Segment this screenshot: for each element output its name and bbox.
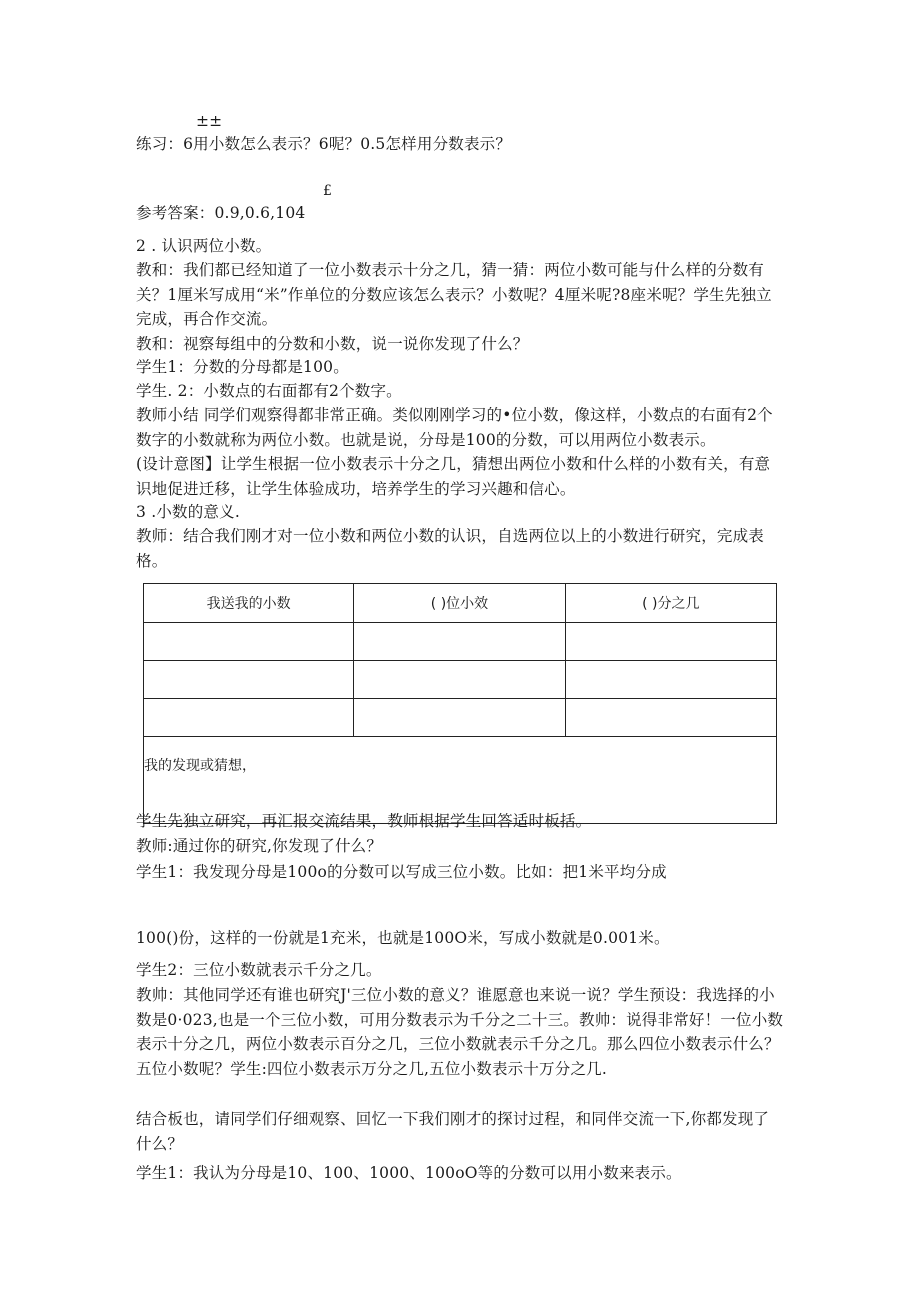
after-table-line-2: 教师:通过你的研究,你发现了什么？ [136,837,383,855]
student-last-line: 学生1：我认为分母是10、100、1000、100oO等的分数可以用小数来表示。 [136,1164,682,1182]
table-cell[interactable] [565,699,776,737]
finding-cell[interactable]: 我的发现或猜想， [144,737,777,824]
top-mark: ±± [196,112,223,130]
student-1-line: 学生1：分数的分母都是100。 [136,358,349,376]
combine-paragraph: 结合板也，请同学们仔细观察、回忆一下我们刚才的探讨过程，和同伴交流一下,你都发现了什么？ [136,1110,770,1153]
student-2b-line: 学生2：三位小数就表示千分之几。 [136,961,382,979]
pound-mark: £ [323,183,333,199]
research-table [143,583,777,824]
teacher-paragraph-4: 教帅：其他同学还有谁也研究J'三位小数的意义？谁愿意也来说一说？学生预设：我选择的小数是0·023,也是一个三位小数，可用分数表示为千分之二十三。教帅：说得非常好！一位小数表示十分之几，两位小数表示百分之几，三位小数就表示千分之几。那么四位小数表示什么？五位小数呢？学生:四位小数表示万分之几,五位小数表示十万分之几. [136,986,784,1078]
teacher-paragraph-1: 教和：我们都已经知道了一位小数表示十分之几，猜一猜：两位小数可能与什么样的分数有关？1厘米写成用“米”作单位的分数应该怎么表示？小数呢？4厘米呢?8座米呢？学生先独立完成，再合作交流。 [136,261,772,328]
table-cell[interactable] [144,661,354,699]
table-header-cell: ( )位小效 [354,584,565,623]
table-row [144,661,777,699]
table-cell[interactable] [354,661,565,699]
teacher-paragraph-2: 教和：视察每组中的分数和小数，说一说你发现了什么？ [136,335,529,353]
teacher-paragraph-3: 教师：结合我们刚才对一位小数和两位小数的认识，自选两位以上的小数进行研究，完成表格。 [136,527,765,570]
after-table-line-1: 学生先独立研究，再汇报交流结果，教师根据学生回答适时板括。 [136,812,592,830]
table-row [144,699,777,737]
section-heading-2: 2 . 认识两位小数。 [136,237,272,255]
table-header-cell: 我送我的小数 [144,584,354,623]
table-cell[interactable] [354,623,565,661]
student-2-line: 学生. 2：小数点的右面都有2个数字。 [136,382,402,400]
table-cell[interactable] [565,661,776,699]
table-header-cell: ( )分之几 [565,584,776,623]
table-cell[interactable] [354,699,565,737]
answer-line: 参考答案：0.9,0.6,104 [136,204,306,222]
table-cell[interactable] [565,623,776,661]
after-table-line-3: 学生1：我发现分母是100o的分数可以写成三位小数。比如：把1米平均分成 [136,863,667,881]
table-cell[interactable] [144,699,354,737]
exercise-line: 练习：6用小数怎么表示？6呢？0.5怎样用分数表示？ [136,135,512,153]
table-row [144,623,777,661]
table-cell[interactable] [144,623,354,661]
design-intent: (设计意图】让学生根据一位小数表示十分之几，猜想出两位小数和什么样的小数有关，有意识地促进迁移，让学生体验成功，培养学生的学习兴趣和信心。 [136,455,771,498]
table-header-row [144,584,777,623]
teacher-summary: 教师小结 同学们观察得都非常正确。类似刚刚学习的•位小数，像这样，小数点的右面有2个数字的小数就称为两位小数。也就是说，分母是100的分数，可以用两位小数表示。 [136,406,773,449]
hundred-line: 100()份，这样的一份就是1充米，也就是100O米，写成小数就是0.001米。 [136,929,670,947]
section-heading-3: 3 .小数的意义. [136,503,240,521]
